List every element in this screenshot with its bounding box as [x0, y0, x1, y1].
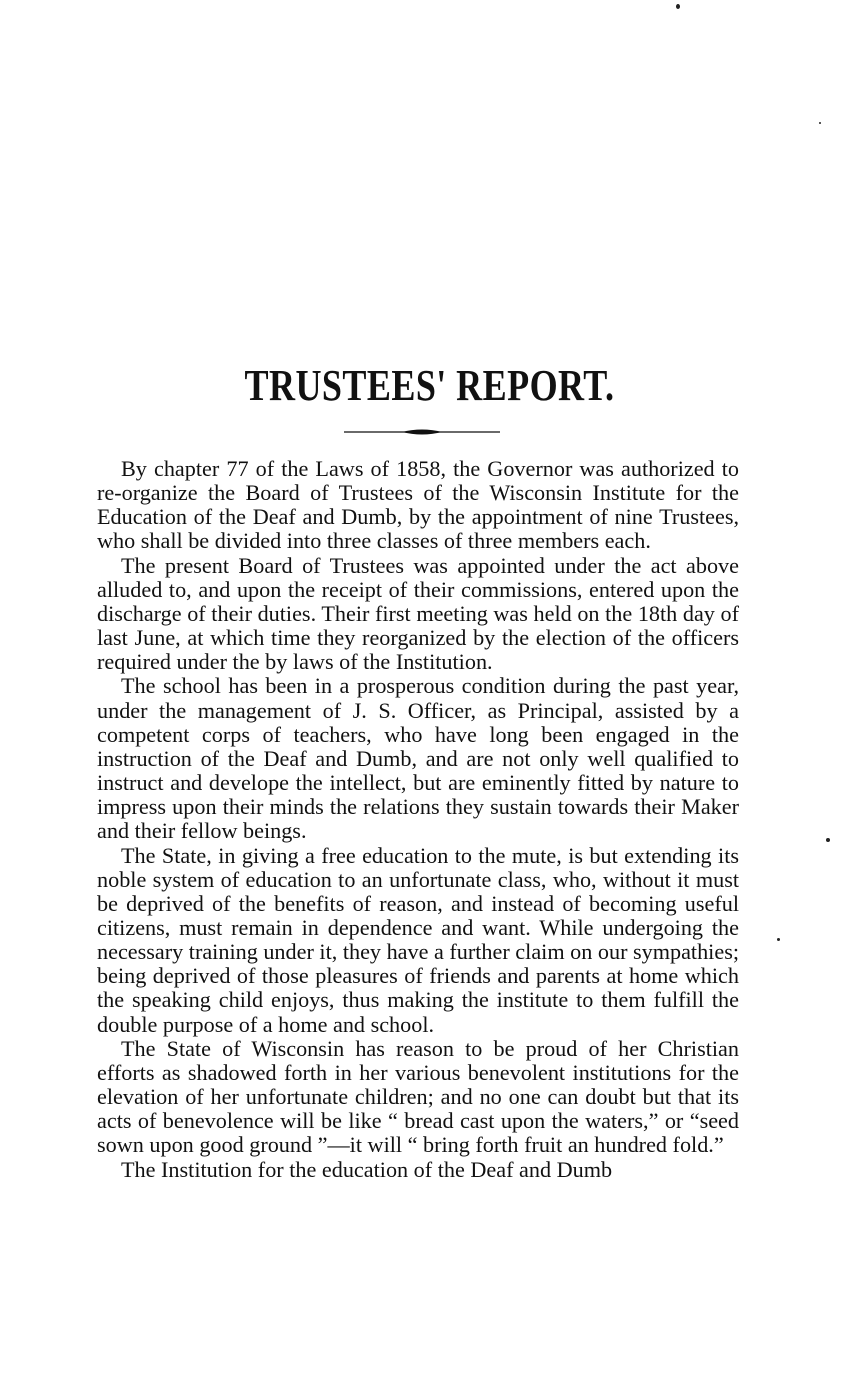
print-speck: [819, 122, 821, 124]
paragraph-6: The Institution for the education of the Deaf and Dumb: [121, 1156, 613, 1182]
paragraph-2: The present Board of Trustees was appointed under the act above alluded to, and upon the receipt of their commissions, entered upon the discharge of their duties. Their first meeting was held on the 18th day of last June, at which time they reorganized by the election of the officers required under the by laws of the Institution.: [97, 552, 739, 675]
print-speck: [826, 838, 830, 842]
paragraph-3: The school has been in a prosperous condition during the past year, under the management of J. S. Officer, as Principal, assisted by a competent corps of teachers, who have long been engaged in the instruction of the Deaf and Dumb, and are not only well qualified to instruct and develope the intellect, but are eminently fitted by nature to impress upon their minds the relations they sustain towards their Maker and their fellow beings.: [97, 673, 739, 844]
paragraph-4: The State, in giving a free education to the mute, is but extending its noble system of education to an unfortunate class, who, without it must be deprived of the benefits of reason, and instead of becoming useful citizens, must remain in dependence and want. While undergoing the necessary training under it, they have a further claim on our sympathies; being deprived of those pleasures of friends and parents at home which the speaking child enjoys, thus making the institute to them fulfill the double purpose of a home and school.: [97, 842, 739, 1037]
paragraph-1: By chapter 77 of the Laws of 1858, the Governor was authorized to re-organize the Board of Trustees of the Wisconsin Institute for the Education of the Deaf and Dumb, by the appointment of nine Trustees, who shall be divided into three classes of three members each.: [97, 456, 739, 554]
report-body: [97, 457, 739, 1182]
paragraph-5: The State of Wisconsin has reason to be proud of her Christian efforts as shadowed forth in her various benevolent institutions for the elevation of her unfortunate children; and no one can doubt but that its acts of benevolence will be like “ bread cast upon the waters,” or “seed sown upon good ground ”—it will “ bring forth fruit an hundred fold.”: [97, 1035, 739, 1158]
title-ornament-rule: [344, 428, 500, 436]
page-title: TRUSTEES' REPORT.: [244, 361, 615, 410]
print-speck: [777, 938, 780, 941]
print-speck: [676, 4, 680, 9]
